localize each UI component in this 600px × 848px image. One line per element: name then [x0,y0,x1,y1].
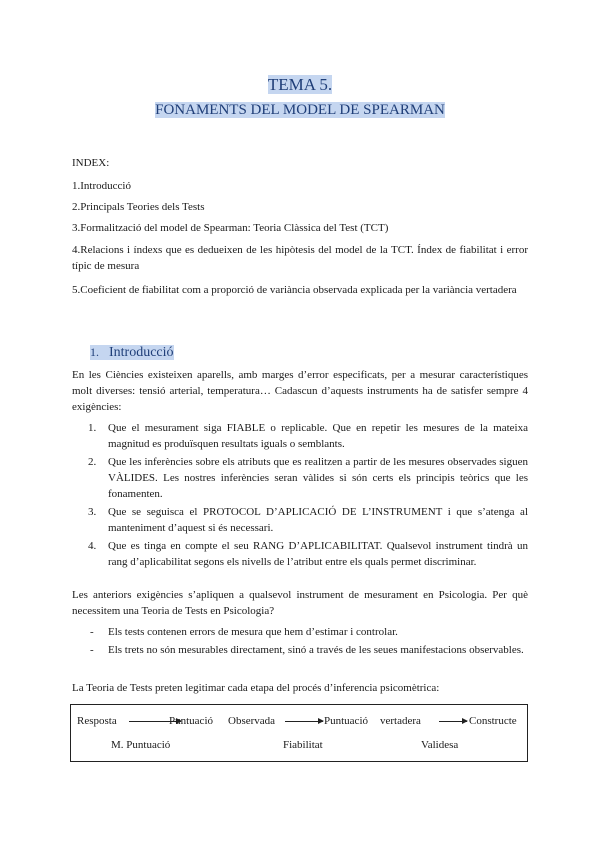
list-item: - Els tests contenen errors de mesura que hem d’estimar i controlar. [90,626,398,638]
list-item: 4. Que es tinga en compte el seu RANG D’APLICABILITAT. Qualsevol instrument tindrà un rang d’aplicabilitat segons els nivells de l’atribut entre els quals permet discriminar. [88,540,528,568]
index-item: 1.Introducció [72,180,131,192]
list-item: - Els trets no són mesurables directament, sinó a través de les seues manifestacions observables. [90,644,524,656]
inference-diagram [70,704,528,762]
index-heading: INDEX: [72,157,110,169]
reasons-list [72,624,528,660]
section-title: Introducció [109,345,174,360]
diagram-label: Fiabilitat [283,739,323,751]
list-item: 2. Que les inferències sobre els atributs que es realitzen a partir de les mesures observades siguen VÀLIDES. Les nostres inferències seran vàlides si són certs els principis teòrics que les fonamenten. [88,456,528,500]
diagram-node: Observada [228,715,276,727]
arrow-icon [439,721,467,722]
list-item: 3. Que se seguisca el PROTOCOL D’APLICACIÓ DE L’INSTRUMENT i que s’atenga al manteniment d’aquest si és necessari. [88,506,528,534]
index-item: 5.Coeficient de fiabilitat com a proporció de variància observada explicada per la variància vertadera [72,284,517,296]
diagram-label: M. Puntuació [111,739,171,751]
diagram-node: Resposta [77,715,117,727]
arrow-icon [285,721,323,722]
list-item: 1. Que el mesurament siga FIABLE o replicable. Que en repetir les mesures de la mateixa magnitud es produïsquen resultats iguals o semblants. [88,422,528,450]
page-subtitle: FONAMENTS DEL MODEL DE SPEARMAN [155,102,445,118]
closing-paragraph: La Teoria de Tests preten legitimar cada etapa del procés d’inferencia psicomètrica: [72,682,440,694]
diagram-node: Puntuació [324,715,368,727]
page-title: TEMA 5. [267,75,333,94]
diagram-node: Constructe [469,715,517,727]
section-number: 1. [90,345,99,359]
intro-paragraph: En les Ciències existeixen aparells, amb marges d’error especificats, per a mesurar característiques molt diverses: tensió arterial, temperatura… Cadascun d’aquests instruments ha de satisfer sempre 4 exigències: [72,369,528,413]
index-item: 3.Formalització del model de Spearman: Teoria Clàssica del Test (TCT) [72,222,389,234]
index-item: 4.Relacions i índexs que es dedueixen de les hipòtesis del model de la TCT. Índex de fiabilitat i error típic de mesura [72,244,528,272]
index-item: 2.Principals Teories dels Tests [72,201,205,213]
diagram-node: vertadera [380,715,421,727]
requirements-list [72,420,528,572]
question-paragraph: Les anteriors exigències s’apliquen a qualsevol instrument de mesurament en Psicologia. Per què necessitem una Teoria de Tests en Psicologia? [72,589,528,617]
section-heading [90,343,174,362]
diagram-label: Validesa [421,739,459,751]
diagram-node: Puntuació [169,715,213,727]
